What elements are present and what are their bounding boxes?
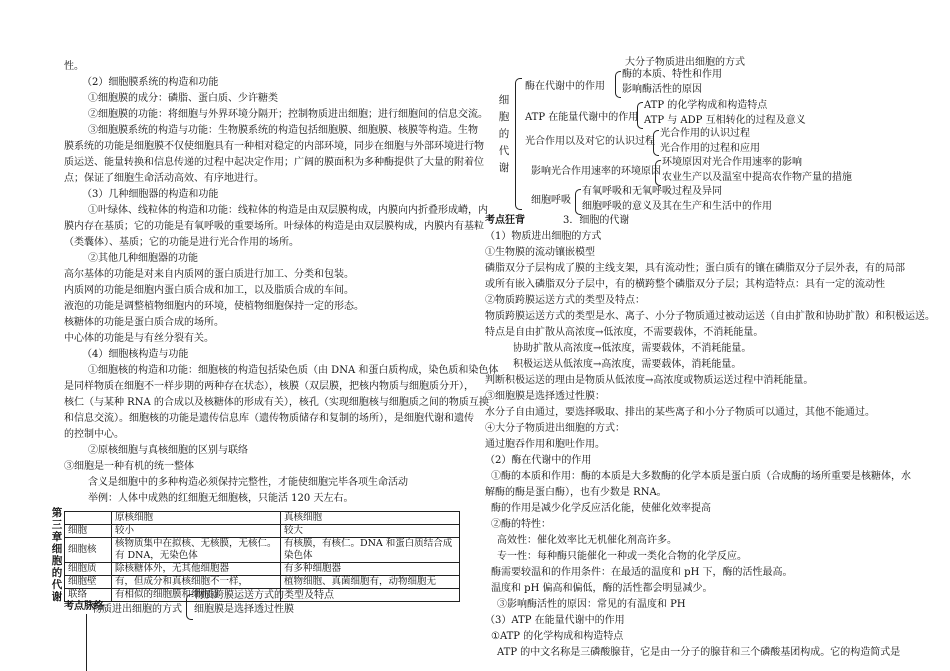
vertical-title-char: 章	[51, 531, 63, 543]
text-line: （1）物质进出细胞的方式	[485, 231, 602, 242]
table-cell: 有多种细胞器	[281, 563, 460, 576]
table-row	[65, 563, 460, 576]
text-line: ③细胞膜是选择透过性膜：	[485, 391, 605, 402]
concept-group-item: 环境原因对光合作用速率的影响	[662, 157, 802, 168]
concept-map-main-brace	[515, 78, 522, 210]
text-line: 酶的作用是减少化学反应活化能，使催化效率提高	[491, 503, 711, 514]
text-line: （3）几种细胞器的构造和功能	[82, 189, 219, 200]
text-line: 酶需要较温和的作用条件：在最适的温度和 pH 下，酶的活性最高。	[491, 567, 793, 578]
text-line: （4）细胞核构造与功能	[82, 349, 189, 360]
text-line: ③细胞膜系统的构造与功能：生物膜系统的构造包括细胞膜、细胞膜、核膜等构造。生物	[88, 125, 478, 136]
text-line: 举例：人体中成熟的红细胞无细胞核，只能活 120 天左右。	[88, 493, 354, 504]
concept-group-label: 影响光合作用速率的环境原因	[531, 166, 661, 177]
text-line: 高效性：催化效率比无机催化剂高许多。	[497, 535, 677, 546]
concept-group-item: 光合作用的认识过程	[660, 128, 750, 139]
concept-group-item: 农业生产以及温室中提高农作物产量的措施	[662, 172, 852, 183]
concept-group-brace	[637, 102, 643, 129]
concept-group-label: ATP 在能量代谢中的作用	[525, 112, 639, 123]
text-line: ②物质跨膜运送方式的类型及特点：	[485, 295, 645, 306]
vertical-title-char: 细	[51, 543, 63, 555]
concept-group-item: 酶的本质、特性和作用	[622, 69, 722, 80]
concept-group-item: 影响酶活性的原因	[622, 84, 702, 95]
text-line: ①生物膜的流动镶嵌模型	[485, 247, 595, 258]
table-header-cell: 原核细胞	[112, 512, 281, 525]
text-line: ①叶绿体、线粒体的构造和功能：线粒体的构造是由双层膜构成，内膜向内折叠形成嵴，内	[88, 205, 488, 216]
vertical-title-char: 三	[51, 519, 63, 531]
table-cell: 除核糖体外，无其他细胞器	[112, 563, 281, 576]
text-line: （类囊体）、基质；它的功能是进行光合作用的场所。	[64, 237, 299, 248]
text-line: 膜系统的功能是细胞膜不仅使细胞具有一种相对稳定的内部环境，同步在细胞与外部环境进行物	[64, 141, 484, 152]
text-line: 膜内存在基质；它的功能是有氧呼吸的重要场所。叶绿体的构造是由双层膜构成，内膜内有基粒	[64, 221, 484, 232]
table-cell: 细胞核	[65, 538, 112, 563]
vertical-title-char: 谢	[51, 591, 63, 603]
vertical-title-char: 谢	[498, 162, 510, 174]
text-line: 判断积极运送的理由是物质从低浓度→高浓度或物质运送过程中消耗能量。	[485, 375, 814, 386]
concept-group-brace	[615, 71, 621, 98]
text-line: ①酶的本质和作用：酶的本质是大多数酶的化学本质是蛋白质（合成酶的场所重要是核糖体，水	[491, 471, 911, 482]
text-line: 性。	[64, 61, 84, 72]
text-line: 点；保证了细胞生命活动高效、有序地进行。	[64, 173, 264, 184]
table-cell: 细胞壁	[65, 576, 112, 589]
text-line: 液泡的功能是调整植物细胞内的环境，使植物细胞保持一定的形态。	[64, 301, 364, 312]
text-line: （2）酶在代谢中的作用	[485, 455, 592, 466]
text-line: ②原核细胞与真核细胞的区别与联络	[88, 445, 248, 456]
text-line: ④大分子物质进出细胞的方式：	[485, 423, 625, 434]
text-line: ②其他几种细胞器的功能	[88, 253, 198, 264]
text-line: 温度和 pH 偏高和偏低，酶的活性都会明显减少。	[491, 583, 713, 594]
text-line: （2）细胞膜系统的构造和功能	[82, 77, 219, 88]
concept-group-item: ATP 与 ADP 互相转化的过程及意义	[644, 115, 806, 126]
outline-stem	[86, 614, 87, 671]
text-line: ②酶的特性：	[491, 519, 551, 530]
text-line: 专一性：每种酶只能催化一种或一类化合物的化学反应。	[497, 551, 747, 562]
table-cell: 细胞质	[65, 563, 112, 576]
concept-group-label: 酶在代谢中的作用	[525, 81, 605, 92]
text-line: 的控制中心。	[64, 429, 124, 440]
table-row	[65, 538, 460, 563]
text-line: ②细胞膜的功能：将细胞与外界环境分隔开；控制物质进出细胞；进行细胞间的信息交流。	[88, 109, 488, 120]
text-line: 中心体的功能是与有丝分裂有关。	[64, 333, 214, 344]
text-line: 解酶的酶是蛋白酶），也有少数是 RNA。	[485, 487, 667, 498]
vertical-title-char: 的	[498, 128, 510, 140]
table-header-cell: 真核细胞	[281, 512, 460, 525]
table-row	[65, 576, 460, 589]
text-line: 积极运送从低浓度→高浓度，需要载体，消耗能量。	[513, 359, 742, 370]
vertical-title-char: 代	[498, 145, 510, 157]
vertical-title-char: 胞	[498, 111, 510, 123]
concept-group-item: ATP 的化学构成和构造特点	[644, 100, 768, 111]
kaodian-mailuo-heading: 考点脉络	[64, 601, 104, 612]
text-line: 核仁（与某种 RNA 的合成以及核糖体的形成有关），核孔（实现细胞核与细胞质之间的物质互换	[64, 397, 489, 408]
text-line: 协助扩散从高浓度→低浓度，需要载体，不消耗能量。	[513, 343, 752, 354]
text-line: ①细胞膜的成分：磷脂、蛋白质、少许糖类	[88, 93, 278, 104]
outline-item: 细胞膜是选择透过性膜	[194, 604, 294, 615]
text-line: 水分子自由通过，要选择吸取、排出的某些离子和小分子物质可以通过，其他不能通过。	[485, 407, 875, 418]
concept-group-label: 光合作用以及对它的认识过程	[525, 136, 655, 147]
table-cell: 核物质集中在拟核、无核膜，无核仁。有 DNA，无染色体	[112, 538, 281, 563]
text-line: 和信息交流）。细胞核的功能是遗传信息库（遗传物质储存和复制的场所），是细胞代谢和遗传	[64, 413, 474, 424]
kaodian-kuangbei-heading: 考点狂背	[485, 215, 525, 226]
outline-label: 物质进出细胞的方式	[92, 604, 182, 615]
chapter-side-title	[50, 507, 64, 603]
concept-group-item: 细胞呼吸的意义及其在生产和生活中的作用	[582, 201, 772, 212]
table-header-cell	[65, 512, 112, 525]
concept-group-label: 细胞呼吸	[531, 195, 571, 206]
table-cell: 有，但成分和真核细胞不一样，	[112, 576, 281, 589]
text-line: ATP 的中文名称是三磷酸腺苷，它是由一分子的腺苷和三个磷酸基团构成。它的构造简式是	[497, 647, 901, 658]
text-line: 通过胞吞作用和胞吐作用。	[485, 439, 605, 450]
text-line: 磷脂双分子层构成了膜的主线支架，具有流动性；蛋白质有的镶在磷脂双分子层外表，有的局部	[485, 263, 905, 274]
table-cell: 有核膜，有核仁。DNA 和蛋白质结合成染色体	[281, 538, 460, 563]
text-line: 是同样物质在细胞不一样步期的两种存在状态），核膜（双层膜，把核内物质与细胞质分开），	[64, 381, 474, 392]
table-cell: 联络	[65, 589, 112, 602]
text-line: （3）ATP 在能量代谢中的作用	[485, 615, 625, 626]
vertical-title-char: 的	[51, 567, 63, 579]
text-line: 特点是自由扩散从高浓度→低浓度，不需要载体，不消耗能量。	[485, 327, 764, 338]
concept-group-item: 有氧呼吸和无氧呼吸过程及异同	[582, 186, 722, 197]
outline-item: 大分子物质进出细胞的方式	[625, 57, 745, 68]
concept-group-brace	[655, 160, 661, 186]
text-line: 核糖体的功能是蛋白质合成的场所。	[64, 317, 224, 328]
table-cell: 较小	[112, 525, 281, 538]
concept-map-side-title	[497, 94, 511, 179]
text-line: 或所有嵌入磷脂双分子层中，有的横跨整个磷脂双分子层；其构造特点：具有一定的流动性	[485, 279, 885, 290]
text-line: ③细胞是一种有机的统一整体	[64, 461, 194, 472]
table-row	[65, 525, 460, 538]
section-heading: 3．细胞的代谢	[563, 215, 630, 226]
text-line: 内质网的功能是细胞内蛋白质合成和加工，以及脂质合成的车间。	[64, 285, 354, 296]
text-line: 含义是细胞中的多种构造必须保持完整性，才能使细胞完毕各项生命活动	[88, 477, 408, 488]
text-line: ①ATP 的化学构成和构造特点	[491, 631, 624, 642]
concept-group-brace	[653, 130, 659, 156]
concept-group-item: 光合作用的过程和应用	[660, 143, 760, 154]
vertical-title-char: 第	[51, 507, 63, 519]
text-line: 质运送、能量转换和信息传递的过程中起决定作用；广阔的膜面积为多种酶提供了大量的附着位	[64, 157, 484, 168]
table-cell: 植物细胞、真菌细胞有，动物细胞无	[281, 576, 460, 589]
outline-item: 物质跨膜运送方式的类型及特点	[194, 590, 334, 601]
text-line: ③影响酶活性的原因：常见的有温度和 PH	[497, 599, 686, 610]
table-cell: 较大	[281, 525, 460, 538]
outline-brace	[186, 594, 193, 620]
text-line: 高尔基体的功能是对来自内质网的蛋白质进行加工、分类和包装。	[64, 269, 354, 280]
table-header-row	[65, 512, 460, 525]
text-line: 物质跨膜运送方式的类型是水、离子、小分子物质通过被动运送（自由扩散和协助扩散）和积极运送。	[485, 311, 935, 322]
table-cell: 有相似的细胞膜和细胞质	[112, 589, 281, 602]
comparison-table	[64, 511, 460, 602]
table-cell: 细胞	[65, 525, 112, 538]
vertical-title-char: 胞	[51, 555, 63, 567]
vertical-title-char: 代	[51, 579, 63, 591]
concept-group-brace	[575, 189, 581, 215]
vertical-title-char: 细	[498, 94, 510, 106]
text-line: ①细胞核的构造和功能：细胞核的构造包括染色质（由 DNA 和蛋白质构成，染色质和染色体	[88, 365, 499, 376]
